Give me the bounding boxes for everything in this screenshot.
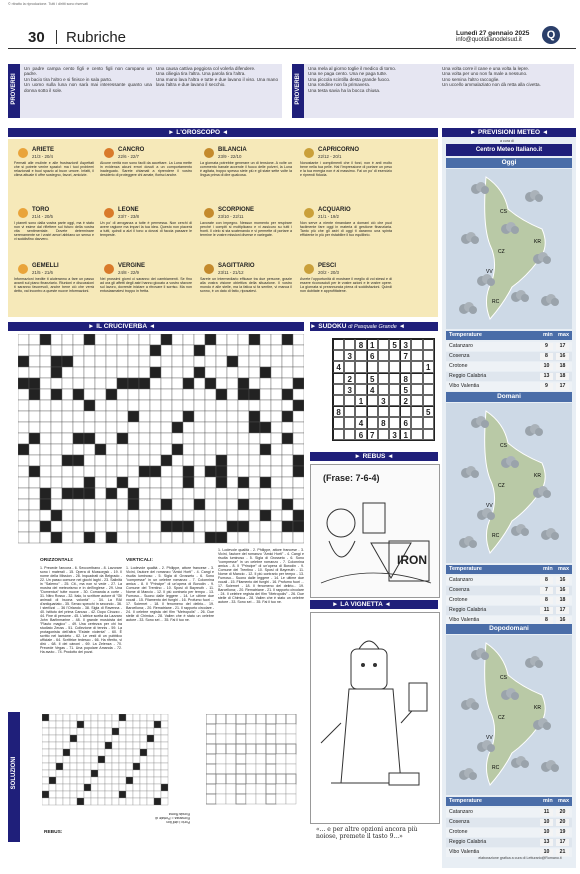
solution-crossword (42, 714, 172, 808)
sudoku-cell[interactable] (378, 429, 389, 440)
sudoku-cell[interactable]: 6 (367, 350, 378, 361)
sudoku-cell[interactable] (378, 373, 389, 384)
verticali-title: VERTICALI: (126, 558, 153, 563)
header-website: info@quotidianodelsud.it (456, 37, 522, 43)
sign-dates: 23/11 - 21/12 (218, 270, 244, 275)
temp-min: 11 (540, 607, 553, 614)
map-city-label: CS (500, 443, 507, 449)
sudoku-cell[interactable] (333, 395, 344, 406)
temp-min: 8 (540, 617, 553, 624)
sudoku-cell[interactable] (367, 395, 378, 406)
temp-min: 9 (540, 383, 553, 390)
temp-max: 16 (556, 353, 569, 360)
sudoku-cell[interactable] (378, 350, 389, 361)
sign-text: Fermati alle mulinte e alle frustrazioni! Aspettati che si potrete venire spazio!: ma i tuoi problemi relazionali e buoi spazio al buon umore. Infatti, il clima attuale ti offre sostegno, favori, amicizie. (14, 161, 94, 177)
city-name: Cosenza (449, 353, 470, 359)
sudoku-cell[interactable] (367, 417, 378, 428)
sudoku-cell[interactable] (423, 417, 434, 428)
sudoku-cell[interactable] (389, 406, 400, 417)
zodiac-icon (104, 264, 114, 274)
sudoku-cell[interactable]: 4 (333, 361, 344, 372)
sudoku-cell[interactable] (411, 339, 422, 350)
proverb: Una testa savia ha la bocca chiusa. (308, 87, 381, 93)
sudoku-header: ► SUDOKU di Pasquale Grande ◄ (310, 322, 438, 331)
city-name: Cosenza (449, 819, 470, 825)
definizioni-column-2 (126, 548, 214, 622)
cloud-icon (525, 656, 543, 668)
sudoku-cell[interactable] (355, 373, 366, 384)
sign-text: Informazioni inedite ti aiuteranno a fare un passo avanti sul piano finanziario. Riunioni e discussioni ti saranno favorevoli, anche bene ciò che verrà detto, vai incontro a queste nuove informazioni. (14, 277, 94, 293)
map-city-label: CZ (498, 715, 505, 721)
sudoku-cell[interactable] (389, 384, 400, 395)
temp-max: 16 (556, 617, 569, 624)
zodiac-icon (304, 208, 314, 218)
temp-max: 18 (556, 363, 569, 370)
map-city-label: VV (486, 503, 493, 509)
sudoku-cell[interactable] (389, 350, 400, 361)
temp-max: 18 (556, 373, 569, 380)
sign-name: ACQUARIO (318, 207, 351, 213)
temp-min: 7 (540, 587, 553, 594)
vignetta-header: ► LA VIGNETTA ◄ (310, 600, 438, 609)
rebus-drawing (311, 483, 439, 595)
meteo-day-label: Oggi (446, 158, 572, 168)
zodiac-icon (18, 264, 28, 274)
sudoku-cell[interactable] (400, 361, 411, 372)
cloud-icon (461, 466, 479, 478)
sudoku-cell[interactable] (423, 384, 434, 395)
sign-name: GEMELLI (32, 263, 59, 269)
sign-text: Un po' di arroganza a tutte è permessa. Non cerchi di avere ragione ma impari la tua idea. Questo non piacerà a tutti, quindi a alzi il tono a dovrai di faccia passare le tempeste. (100, 221, 192, 237)
proverb: Una ne paga cento. Una ne paga tutte. (308, 71, 388, 77)
sudoku-cell[interactable] (355, 406, 366, 417)
temp-max: 20 (556, 819, 569, 826)
temp-min: 11 (540, 809, 553, 816)
cloud-icon (511, 290, 529, 302)
city-name: Vibo Valentia (449, 617, 480, 623)
proverb: Una mela al giorno toglie il medico di torno. (308, 66, 397, 71)
temp-max: 17 (556, 383, 569, 390)
sign-text: Nei prossimi giorni ci saranno dei cambiamenti. Se fino ad ora gli affetti degli astri hanno giocato a vostro sfavore sul lavoro, dovreste iniziare a ritrovare il sorriso. Ma non entusiasmatevi troppo in fretta. (100, 277, 192, 293)
temp-min: 10 (540, 363, 553, 370)
calabria-map (446, 169, 572, 329)
city-name: Crotone (449, 597, 468, 603)
cloud-icon (525, 424, 543, 436)
sudoku-cell[interactable]: 6 (355, 429, 366, 440)
sudoku-cell[interactable]: 6 (400, 417, 411, 428)
temperature-header: Temperature min max (446, 331, 572, 340)
map-city-label: CZ (498, 249, 505, 255)
proverb: Una causa cattiva peggiora col volerla difendere. (156, 66, 256, 71)
calabria-map (446, 403, 572, 563)
sudoku-cell[interactable]: 2 (344, 373, 355, 384)
sudoku-grid (332, 338, 435, 441)
sudoku-cell[interactable]: 2 (400, 395, 411, 406)
soluzioni-rebus-label: REBUS: (44, 830, 63, 835)
sudoku-cell[interactable]: 3 (389, 429, 400, 440)
sudoku-cell[interactable] (333, 384, 344, 395)
temp-min: 8 (540, 353, 553, 360)
orizzontali-text: 1. Precede l'ancora - 6. Seccorribano - 8. Lavorare sono i materali - 15. Opera di Mussorgsk - 19. Il nome della Mission - 28. Inquadrati da Belgrado - 22. Un passo comune nei giochi laghi - 23. Salinità in "Salerno" - 25. Cit., ma non si vede - 27. La mostra del meteorismo e in dell'inglese - 29. Una "Domenica" tutte nuove - 30. Comanda a corte - 31. Nitro Rosso - 32. Italo, lo scrittore autore di "Gli animali di buona volontà" - 34. La RAI d'antiquariato - 35. Senzo specchi in secondo - 36. I sterilizzi ... 36 l'Orlando - 38. Sigla di Ravenna - 40. Istituto del prima Canuso - 42. Dopo Ciruzzo - 44. Fine di persone - 45. L'attrice scelta da Lazzaro John Barlinmarine - 48. Il grande musicista del "Flauto magico" - 49. Una certezza per chi ha studiato Zeuss - 51. Collezione di tennis - 59. La protagonista dell'altra "Estate violenta" - 60. È scritto nel lazioleto - 62. Le vesti di un pubblico ufficiale - 64. Scrittrice tedesco - 66. Ha riferito, vi dirò - 68. Il dei cànoni - 69. La Zelenza - 70. Precede Vegas - 71. Una popolare Amanda - 72. Ha avuto - 74. Prodotto dei pozzi. (40, 566, 122, 654)
proverb: Una volta corre il cane e una volta la lepre. (442, 66, 530, 71)
sudoku-cell[interactable]: 8 (355, 339, 366, 350)
temp-min: 13 (540, 373, 553, 380)
page-header (8, 26, 576, 49)
meteo-credit: Centro Meteo Italiano.it (446, 144, 572, 156)
cloud-icon (511, 524, 529, 536)
newspaper-logo: Q (542, 26, 560, 44)
sudoku-cell[interactable] (333, 339, 344, 350)
sudoku-cell[interactable]: 1 (355, 395, 366, 406)
proverb: Un bacio tira l'altro e si finisce in sala parto. (24, 76, 113, 82)
sign-dates: 23/9 - 22/10 (218, 154, 242, 159)
verticali-text: 1. Lodevole qualità - 2. Philippe, attore francese - 3. Vicini, l'autore del romanzo "Amici Horti" - 4. Cangi e risulta luminoso - 5. Sigla di Grosseto - 6. Sono "compresse" in un celebre romanzo - 7. Colonnina amica - 8. Il "Principe" di un'opera di Borodin - 9. Comune del Trentino - 10. Sposi di Bayreuth - 11. Nome di Mancio - 12. Il più contrario per tempo - 13. Fumoso... Suono dalle leggere - 14. Le ultime due vocali - 15. Filamento dei funghi - 16. Profumo fuori ... 17. Soiernet - 18. Il fenomeno del delirio... 19. Barcellona; - 20. Rematriane - 21. Il rapporto circolare - 24. Il celebre regista del film "Metropolis" - 26. Due stelle di Chimica - 28. Vallen che è stato un celebre autore - 33. Sono sei ... 35. Fai il tuo ne. (126, 566, 214, 622)
map-city-label: RC (492, 299, 500, 305)
temperature-header: Temperature min max (446, 797, 572, 806)
map-city-label: VV (486, 269, 493, 275)
calabria-map (446, 635, 572, 795)
sudoku-cell[interactable] (355, 361, 366, 372)
rebus-frase: (Frase: 7-6-4) (323, 473, 380, 483)
sudoku-cell[interactable]: 5 (367, 373, 378, 384)
oroscopo-header: ► L'OROSCOPO ◄ (8, 128, 438, 137)
cruciverba-header: ► IL CRUCIVERBA ◄ (8, 322, 304, 331)
sign-dates: 23/7 - 23/8 (118, 214, 139, 219)
temperature-row (446, 362, 572, 371)
sudoku-cell[interactable]: 5 (389, 339, 400, 350)
sudoku-cell[interactable] (355, 350, 366, 361)
sign-dates: 21/1 - 19/2 (318, 214, 339, 219)
section-title: Rubriche (66, 29, 127, 46)
sudoku-cell[interactable] (411, 395, 422, 406)
temp-max: 18 (556, 597, 569, 604)
temp-max: 20 (556, 809, 569, 816)
sign-name: LEONE (118, 207, 139, 213)
soluzioni-rebus-answer: Porto I dell'Ilon Romanza = Portale di Ronda Roma (155, 812, 190, 824)
sign-name: BILANCIA (218, 147, 247, 153)
temperature-row (446, 828, 572, 837)
temp-max: 17 (556, 343, 569, 350)
sudoku-cell[interactable] (423, 339, 434, 350)
proverb: Un padre campa cento figli e cento figli non campano un padre. (24, 66, 152, 77)
city-name: Crotone (449, 363, 468, 369)
vignetta-caption: «... e per altre opzioni ancora più noiose, premete il tasto 9...» (316, 826, 418, 840)
sudoku-cell[interactable] (367, 361, 378, 372)
proverb: Un uomo sulla luna non sarà mai interessante quanto una donna sotto il sole. (24, 82, 152, 93)
temperature-row (446, 352, 572, 361)
zodiac-icon (204, 148, 214, 158)
temp-max: 17 (556, 607, 569, 614)
temp-min: 8 (540, 597, 553, 604)
sign-name: SCORPIONE (218, 207, 255, 213)
temp-min: 9 (540, 343, 553, 350)
sudoku-cell[interactable] (344, 395, 355, 406)
cloud-icon (541, 294, 559, 306)
map-city-label: KR (534, 705, 541, 711)
sudoku-cell[interactable] (389, 395, 400, 406)
sudoku-cell[interactable] (411, 350, 422, 361)
proverbi-left (8, 64, 282, 118)
sudoku-cell[interactable]: 1 (423, 361, 434, 372)
sudoku-cell[interactable] (389, 373, 400, 384)
cloud-icon (541, 528, 559, 540)
sudoku-cell[interactable] (423, 395, 434, 406)
sudoku-cell[interactable]: 7 (367, 429, 378, 440)
cloud-icon (459, 302, 477, 314)
temp-max: 16 (556, 587, 569, 594)
temp-max: 17 (556, 839, 569, 846)
sudoku-cell[interactable] (411, 417, 422, 428)
sudoku-cell[interactable]: 3 (344, 350, 355, 361)
zodiac-icon (104, 208, 114, 218)
sudoku-cell[interactable] (411, 429, 422, 440)
sudoku-cell[interactable] (333, 417, 344, 428)
vignetta-image (310, 612, 440, 824)
header-divider (56, 30, 57, 44)
city-name: Catanzaro (449, 577, 473, 583)
map-city-label: KR (534, 473, 541, 479)
city-name: Reggio Calabria (449, 373, 487, 379)
temp-min: 10 (540, 819, 553, 826)
sign-text: I pianeti sono dalla vostra parte oggi, ma è stato non vi esime dal riflettere sul futuro della vostra vita sentimentale. Dovete determinare serenamente se i vostri amori abbiano un senso e vi soddisfino davvero. (14, 221, 94, 241)
proverb: Una volta per uno non fa male a nessuno. (442, 71, 528, 77)
sudoku-cell[interactable] (333, 373, 344, 384)
temp-min: 8 (540, 577, 553, 584)
soluzioni-label: SOLUZIONI (8, 712, 20, 842)
sudoku-cell[interactable]: 8 (400, 373, 411, 384)
cloud-icon (461, 232, 479, 244)
sudoku-cell[interactable] (344, 339, 355, 350)
cloud-icon (461, 698, 479, 710)
proverb: Una ciliegia tira l'altra. Una parola tira l'altra. (156, 71, 246, 77)
city-name: Reggio Calabria (449, 607, 487, 613)
temperature-row (446, 606, 572, 615)
sudoku-cell[interactable] (411, 384, 422, 395)
sign-text: Sarete un intermediario efficace tra due persone, grazie alla vostra visione obiettiva della situazione. Il vostro mondo è alle stelle, ma la fatica si fa sentire, vi manca il sonno, è un dato di fatto, riposatevi. (200, 277, 292, 293)
sign-text: Non serve a niente rimandare a domani ciò che puoi facilmente fare oggi in materia di gestione finanziaria. Tanto più che gli astri di oggi ti daranno una spinta efficiente in più per ristabilire il tuo equilibrio. (300, 221, 392, 237)
sudoku-cell[interactable] (344, 417, 355, 428)
cloud-icon (541, 760, 559, 772)
sign-dates: 22/12 - 20/1 (318, 154, 342, 159)
temperature-row (446, 372, 572, 381)
sign-dates: 22/6 - 22/7 (118, 154, 139, 159)
map-city-label: CS (500, 209, 507, 215)
sudoku-cell[interactable] (344, 361, 355, 372)
sudoku-cell[interactable] (389, 361, 400, 372)
temp-min: 10 (540, 829, 553, 836)
zodiac-icon (204, 264, 214, 274)
sudoku-cell[interactable]: 8 (333, 406, 344, 417)
sudoku-cell[interactable] (344, 429, 355, 440)
zodiac-icon (18, 208, 28, 218)
sudoku-cell[interactable] (367, 406, 378, 417)
city-name: Vibo Valentia (449, 849, 480, 855)
proverb: Una piccola scintilla desta grande fuoco. (308, 76, 391, 82)
sign-name: CANCRO (118, 147, 145, 153)
rebus-image (310, 464, 440, 598)
meteo-day-label: Domani (446, 392, 572, 402)
proverb: Un uccello ammalaziato non dà retta alla civetta. (442, 82, 541, 88)
temperature-row (446, 818, 572, 827)
zodiac-icon (304, 264, 314, 274)
map-city-label: VV (486, 735, 493, 741)
sign-dates: 21/3 - 20/4 (32, 154, 53, 159)
copyright-note: © ritratto la riproduzione. Tutti i diritti sono riservati (8, 2, 88, 6)
proverb: Una mano lava l'altra e tutte e due lavano il viso. Una mano lava l'altra e due lavano il secchio. (156, 76, 278, 88)
map-city-label: CS (500, 675, 507, 681)
sudoku-cell[interactable]: 3 (344, 384, 355, 395)
cloud-icon (511, 756, 529, 768)
sudoku-cell[interactable]: 4 (355, 417, 366, 428)
temperature-row (446, 596, 572, 605)
temperature-row (446, 382, 572, 391)
sign-name: PESCI (318, 263, 337, 269)
cloud-icon (477, 740, 495, 752)
sudoku-cell[interactable]: 4 (367, 384, 378, 395)
sudoku-cell[interactable] (423, 373, 434, 384)
temp-max: 21 (556, 849, 569, 856)
sudoku-cell[interactable] (333, 429, 344, 440)
sudoku-cell[interactable] (423, 350, 434, 361)
zodiac-icon (204, 208, 214, 218)
proverbi-right (292, 64, 574, 118)
sudoku-cell[interactable] (333, 350, 344, 361)
definizioni-column-3: 1. Lodevole qualità - 2. Philippe, attore francese - 3. Vicini, l'autore del romanzo "Amici Horti" - 4. Cangi e risulta luminoso - 5. Sigla di Grosseto - 6. Sono "compresse" in un celebre romanzo - 7. Colonnina amica - 8. Il "Principe" di un'opera di Borodin - 9. Comune del Trentino - 10. Sposi di Bayreuth - 11. Nome di Mancio - 12. Il più contrario per tempo - 13. Fumoso... Suono dalle leggere - 14. Le ultime due vocali - 15. Filamento dei funghi - 16. Profumo fuori ... 17. Soiernet - 18. Il fenomeno del delirio... 19. Barcellona; - 20. Rematriane - 21. Il rapporto circolare - 24. Il celebre regista del film "Metropolis" - 26. Due stelle di Chimica - 28. Vallen che è stato un celebre autore - 33. Sono sei ... 35. Fai il tuo ne. (218, 548, 304, 604)
proverbi-label: PROVERBI (8, 64, 20, 118)
sudoku-cell[interactable]: 3 (400, 339, 411, 350)
sign-name: TORO (32, 207, 50, 213)
city-name: Vibo Valentia (449, 383, 480, 389)
meteo-credit-small: a cura di (500, 139, 514, 143)
sign-name: ARIETE (32, 147, 55, 153)
sign-text: Avrete l'opportunità di mostrare il meglio di voi stessi e di essere riconosciuti per le vostre azioni e le vostre opere. La giornata si preannuncia piena di soddisfazioni. Quindi non dubitate e approfittatene. (300, 277, 392, 293)
zodiac-icon (18, 148, 28, 158)
definizioni-column-1 (40, 548, 122, 654)
sign-text: Nonostante i complimenti che il forzi, non è anti molto bene nella tua pelle. Hai l'impressione di portare un peso e la tua energia non è al massimo. Fai un po' di esercizio e riprendi fiducia. (300, 161, 392, 177)
sign-dates: 20/2 - 20/3 (318, 270, 339, 275)
sign-text: Alcune verità non sono facili da accettare. La Luna mette in evidenza alcuni errori dovuti a un comportamento inadeguato. Sarete chiamati a riprendere il vostro desiderio di proteggere chi amate, fiorisci anche. (100, 161, 192, 177)
map-city-label: KR (534, 239, 541, 245)
solution-sudoku (206, 714, 300, 808)
sign-dates: 21/4 - 20/5 (32, 214, 53, 219)
cloud-icon (477, 274, 495, 286)
meteo-day-label: Dopodomani (446, 624, 572, 634)
sudoku-cell[interactable] (378, 339, 389, 350)
proverbi-label: PROVERBI (292, 64, 304, 118)
sudoku-cell[interactable] (389, 417, 400, 428)
meteo-header: ► PREVISIONI METEO ◄ (442, 128, 576, 137)
temp-max: 16 (556, 577, 569, 584)
sudoku-cell[interactable]: 7 (400, 350, 411, 361)
temp-max: 19 (556, 829, 569, 836)
cloud-icon (459, 536, 477, 548)
cloud-icon (477, 508, 495, 520)
sudoku-cell[interactable] (344, 406, 355, 417)
sudoku-cell[interactable]: 3 (378, 395, 389, 406)
map-city-label: RC (492, 533, 500, 539)
rebus-header: ► REBUS ◄ (310, 452, 438, 461)
zodiac-icon (104, 148, 114, 158)
sudoku-cell[interactable] (378, 406, 389, 417)
city-name: Reggio Calabria (449, 839, 487, 845)
sudoku-cell[interactable] (400, 406, 411, 417)
temperature-row (446, 576, 572, 585)
temperature-header: Temperature min max (446, 565, 572, 574)
sudoku-cell[interactable] (378, 384, 389, 395)
city-name: Catanzaro (449, 343, 473, 349)
rebus-letters: IRON (397, 553, 427, 567)
cloud-icon (525, 190, 543, 202)
cartoon-drawing (311, 613, 439, 823)
header-date: Lunedì 27 gennaio 2025 (456, 30, 530, 37)
temp-min: 10 (540, 849, 553, 856)
map-city-label: CZ (498, 483, 505, 489)
proverb: Uno semina l'altro raccoglie. (442, 76, 500, 82)
sudoku-cell[interactable] (423, 429, 434, 440)
temperature-row (446, 838, 572, 847)
sign-text: Lavorate con impegno. Nessun momento per respirare perché i compiti si moltiplicano e vi assicuro su tutti i fronti. Il cielo si sta scatenando e vi permette di portare a termine le vostre missioni diverse e variegate. (200, 221, 292, 237)
sudoku-cell[interactable]: 5 (423, 406, 434, 417)
sudoku-cell[interactable]: 1 (400, 429, 411, 440)
sudoku-cell[interactable]: 8 (378, 417, 389, 428)
sudoku-cell[interactable] (411, 406, 422, 417)
sign-name: VERGINE (118, 263, 146, 269)
temperature-row (446, 342, 572, 351)
sudoku-cell[interactable] (411, 373, 422, 384)
sign-name: CAPRICORNO (318, 147, 360, 153)
city-name: Cosenza (449, 587, 470, 593)
sudoku-cell[interactable] (378, 361, 389, 372)
temp-min: 13 (540, 839, 553, 846)
cloud-icon (459, 768, 477, 780)
map-city-label: RC (492, 765, 500, 771)
sudoku-cell[interactable]: 1 (367, 339, 378, 350)
sign-dates: 24/8 - 22/9 (118, 270, 139, 275)
sign-name: SAGITTARIO (218, 263, 255, 269)
sudoku-cell[interactable]: 5 (400, 384, 411, 395)
city-name: Catanzaro (449, 809, 473, 815)
sudoku-cell[interactable] (411, 361, 422, 372)
sign-text: La giornata potrebbe generare un di tensione. A volte un commento banale accende il fuoco delle polveri, la Luna è agitata, troppo spesso siete più e gli state sette volte la lingua prima di dire qualcosa. (200, 161, 292, 177)
temperature-row (446, 586, 572, 595)
zodiac-icon (304, 148, 314, 158)
sign-dates: 21/5 - 21/6 (32, 270, 53, 275)
orizzontali-title: ORIZZONTALI: (40, 558, 74, 563)
sudoku-cell[interactable] (355, 384, 366, 395)
proverb: Una rondine non fa primavera. (308, 82, 371, 88)
city-name: Crotone (449, 829, 468, 835)
page-number: 30 (28, 29, 45, 46)
crossword-grid (18, 334, 304, 546)
temperature-row (446, 808, 572, 817)
sign-dates: 23/10 - 22/11 (218, 214, 244, 219)
meteo-footer: elaborazione grafica a cura di Letturario@Romano.it (478, 856, 562, 860)
